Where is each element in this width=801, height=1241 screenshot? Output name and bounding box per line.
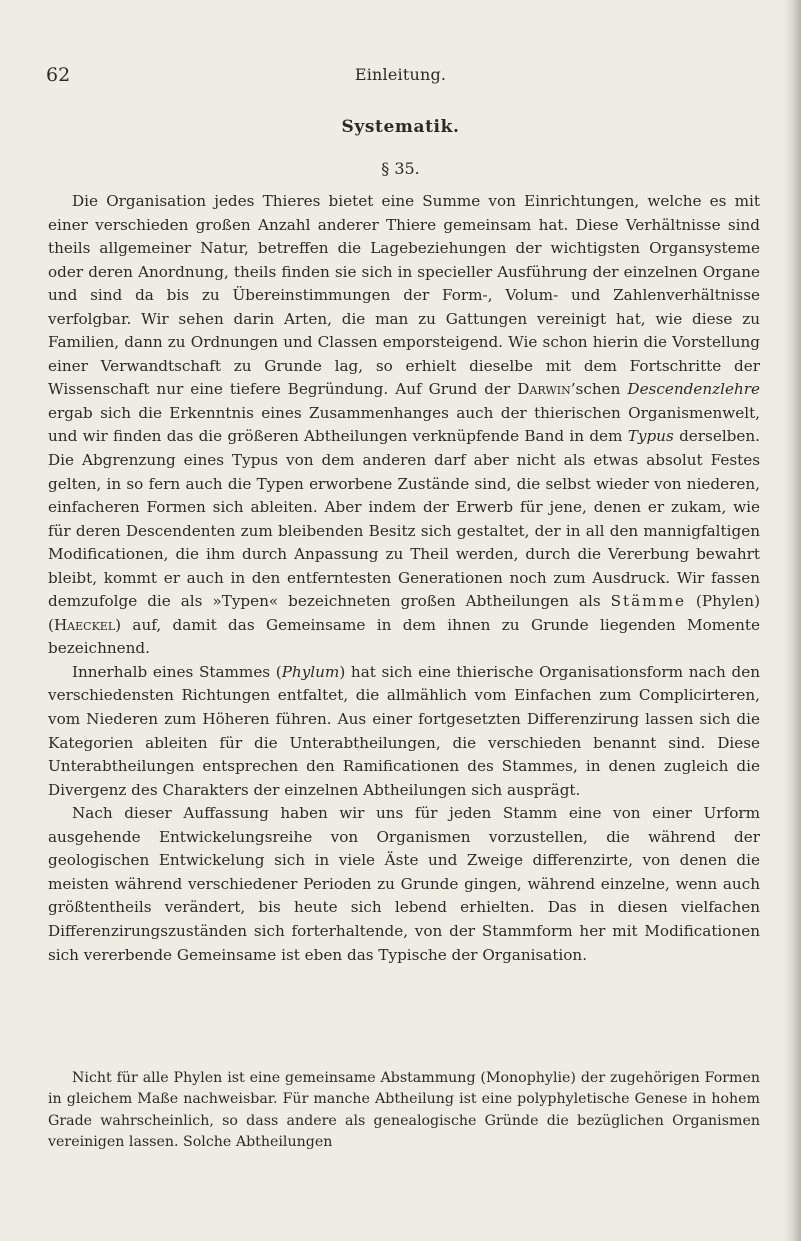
paragraph-1-text-c: ergab sich die Erkenntnis eines Zusammenhanges auch der thierischen Organismenwelt, und wir finden das die größeren Abtheilungen verknüpfende Band in dem bbox=[48, 403, 760, 446]
term-descendenzlehre: Descendenzlehre bbox=[627, 380, 760, 399]
paragraph-1 bbox=[48, 190, 760, 661]
paragraph-2-text-a: Innerhalb eines Stammes ( bbox=[72, 662, 282, 681]
paragraph-2 bbox=[48, 661, 760, 802]
page-header bbox=[0, 64, 801, 90]
author-name-darwin: Darwin bbox=[517, 380, 571, 399]
paragraph-1-text-f: ) auf, damit das Gemeinsame in dem ihnen zu Grunde liegenden Momente bezeichnend. bbox=[48, 615, 760, 658]
paragraph-1-text-e: (Phylen) ( bbox=[48, 592, 760, 634]
page-edge-shadow bbox=[783, 0, 801, 1241]
term-phylum: Phylum bbox=[281, 662, 340, 681]
section-heading: Systematik. bbox=[341, 117, 460, 137]
paragraph-2-text-b: ) hat sich eine thierische Organisationsform nach den verschiedensten Richtungen entfaltet, die allmählich vom Einfachen zum Complicirteren, vom Niederen zum Höheren führen. Aus einer fortgesetzten Differenzirung lassen sich die Kategorien ableiten für die Unterabtheilungen, die verschieden benannt sind. Diese Unterabtheilungen entsprechen den Ramificationen des Stammes, in denen zugleich die Divergenz des Charakters der einzelnen Abtheilungen sich ausprägt. bbox=[48, 662, 760, 799]
paragraph-1-text-b: ’schen bbox=[570, 380, 628, 399]
paragraph-4: Nicht für alle Phylen ist eine gemeinsame Abstammung (Monophylie) der zugehörigen Formen in gleichem Maße nachweisbar. Für manche Abtheilung ist eine polyphyletische Genese in hohem Grade wahrscheinlich, so dass andere als genealogische Gründe die bezüglichen Organismen vereinigen lassen. Solche Abtheilungen bbox=[48, 1070, 760, 1151]
paragraph-1-text-a: Die Organisation jedes Thieres bietet eine Summe von Einrichtungen, welche es mit einer verschieden großen Anzahl anderer Thiere gemeinsam hat. Diese Verhältnisse sind theils allgemeiner Natur, betreffen die Lagebeziehungen der wichtigsten Organsysteme oder deren Anordnung, theils finden sie sich in specieller Ausführung der einzelnen Organe und sind da bis zu Übereinstimmungen der Form-, Volum- und Zahlenverhältnisse verfolgbar. Wir sehen darin Arten, die man zu Gattungen vereinigt hat, wie diese zu Familien, dann zu Ordnungen und Classen emporsteigend. Wie schon hierin die Vorstellung einer Verwandtschaft zu Grunde lag, so erhielt dieselbe mit dem Fortschritte der Wissenschaft nur eine tiefere Begründung. Auf Grund der bbox=[48, 192, 760, 399]
small-print-text bbox=[48, 1068, 760, 1154]
author-name-haeckel: Haeckel bbox=[53, 615, 116, 634]
term-typus: Typus bbox=[627, 427, 674, 446]
body-text bbox=[48, 190, 760, 967]
page-number: 62 bbox=[46, 64, 71, 86]
running-title: Einleitung. bbox=[354, 65, 447, 84]
section-number: § 35. bbox=[381, 159, 420, 178]
term-staemme: Stämme bbox=[610, 592, 686, 611]
paragraph-3: Nach dieser Auffassung haben wir uns für jeden Stamm eine von einer Urform ausgehende Entwickelungsreihe von Organismen vorzustellen, die während der geologischen Entwickelung sich in viele Äste und Zweige differenzirte, von denen die meisten während verschiedener Perioden zu Grunde gingen, während einzelne, wenn auch größtentheils verändert, bis heute sich lebend erhielten. Das in diesen vielfachen Differenzirungszuständen sich forterhaltende, von der Stammform her mit Modificationen sich vererbende Gemeinsame ist eben das Typische der Organisation. bbox=[48, 804, 760, 964]
paragraph-1-text-d: derselben. Die Abgrenzung eines Typus von dem anderen darf aber nicht als etwas absolut Festes gelten, in so fern auch die Typen erworbene Zustände sind, die selbst wieder von niederen, einfacheren Formen sich ableiten. Aber indem der Erwerb für jene, denen er zukam, wie für deren Descendenten zum bleibenden Besitz sich gestaltet, der in all den mannigfaltigen Modificationen, die ihm durch Anpassung zu Theil werden, durch die Vererbung bewahrt bleibt, kommt er auch in den entferntesten Generationen noch zum Ausdruck. Wir fassen demzufolge die als »Typen« bezeichneten großen Abtheilungen als bbox=[48, 427, 760, 611]
